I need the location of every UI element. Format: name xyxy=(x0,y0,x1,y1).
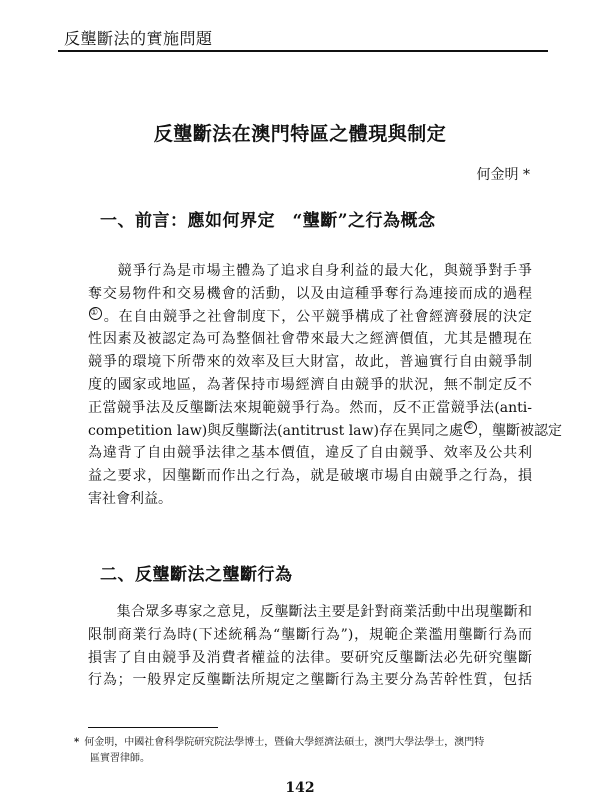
paragraph-line: 為違背了自由競爭法律之基本價值，違反了自由競爭、效率及公共利 xyxy=(88,445,532,462)
paragraph-line: 益之要求，因壟斷而作出之行為，就是破壞市場自由競爭之行為，損 xyxy=(88,468,532,485)
footnote-marker-1[interactable]: ① xyxy=(89,307,102,320)
section-heading-2: 二、反壟斷法之壟斷行為 xyxy=(100,565,293,585)
footnote-line: * 何金明，中國社會科學院研究院法學博士，暨倫大學經濟法碩士，澳門大學法學士，澳門特 xyxy=(74,737,485,748)
author-footnote xyxy=(74,735,542,767)
paragraph-line: 限制商業行為時(下述統稱為“壟斷行為”)，規範企業濫用壟斷行為而 xyxy=(88,626,532,643)
page-number: 142 xyxy=(285,780,315,796)
paragraph-line: 正當競爭法及反壟斷法來規範競爭行為。然而，反不正當競爭法(anti- xyxy=(88,399,532,416)
footnote-asterisk: * xyxy=(74,737,80,748)
running-head: 反壟斷法的實施問題 xyxy=(64,29,213,48)
paragraph-line: 集合眾多專家之意見，反壟斷法主要是針對商業活動中出現壟斷和 xyxy=(116,604,533,620)
section-2-paragraph xyxy=(88,601,532,692)
paragraph-line: 奪交易物件和交易機會的活動，以及由這種爭奪行為連接而成的過程 xyxy=(88,285,532,302)
paragraph-line: ① 。在自由競爭之社會制度下，公平競爭構成了社會經濟發展的決定 xyxy=(90,307,532,325)
footnote-marker-2[interactable]: ② xyxy=(464,421,477,434)
paragraph-line: 性因素及被認定為可為整個社會帶來最大之經濟價值，尤其是體現在 xyxy=(88,331,532,348)
paragraph-line: 度的國家或地區，為著保持市場經濟自由競爭的狀況，無不制定反不 xyxy=(88,376,532,393)
paragraph-line: 損害了自由競爭及消費者權益的法律。要研究反壟斷法必先研究壟斷 xyxy=(88,649,532,666)
paragraph-line: 害社會利益。 xyxy=(88,490,172,507)
author-name: 何金明 * xyxy=(476,167,530,183)
section-heading-1: 一、前言：應如何界定 “壟斷”之行為概念 xyxy=(100,211,436,231)
header-rule xyxy=(58,50,548,52)
paragraph-line: competition law)與反壟斷法(antitrust law)存在異同之處 ② ，壟斷被認定 xyxy=(88,421,562,439)
article-title: 反壟斷法在澳門特區之體現與制定 xyxy=(153,123,447,145)
footnote-line: 區實習律師。 xyxy=(90,753,150,764)
footnote-rule xyxy=(88,727,218,728)
paragraph-line: 競爭的環境下所帶來的效率及巨大財富，故此，普遍實行自由競爭制 xyxy=(88,354,532,371)
section-1-paragraph xyxy=(88,260,562,511)
paragraph-line: 競爭行為是市場主體為了追求自身利益的最大化，與競爭對手爭 xyxy=(117,263,532,279)
paragraph-line: 行為；一般界定反壟斷法所規定之壟斷行為主要分為苦幹性質，包括 xyxy=(88,672,532,689)
